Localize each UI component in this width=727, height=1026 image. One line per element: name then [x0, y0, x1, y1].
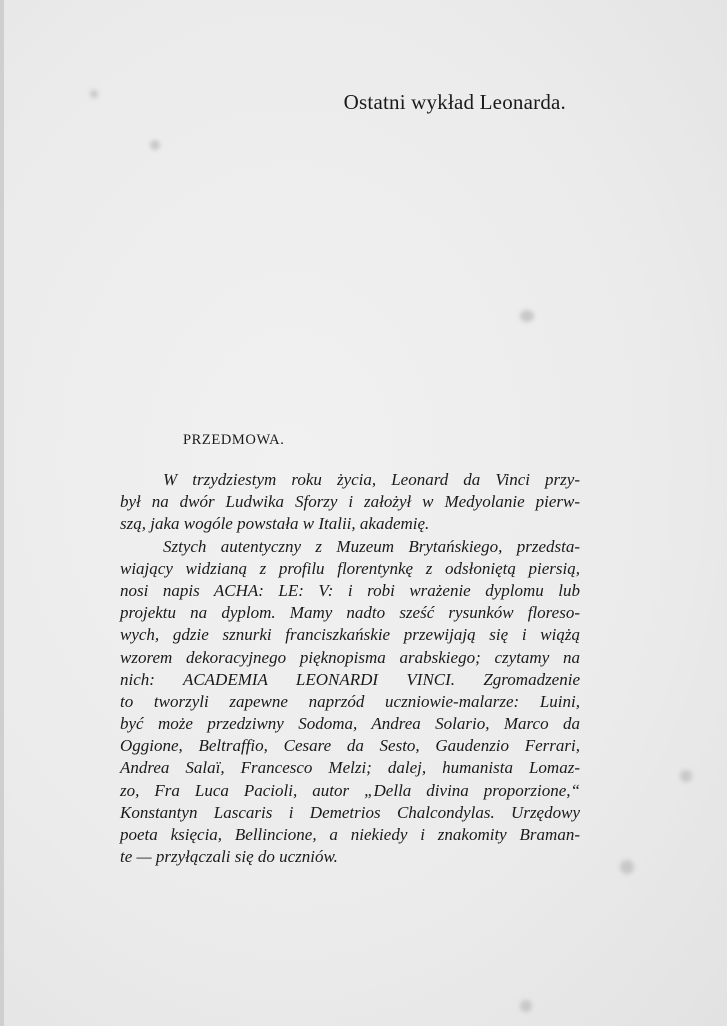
text-line-content: W trzydziestym roku życia, Leonard da Vinci przy-: [163, 470, 580, 489]
paper-speck: [620, 860, 634, 874]
text-line: [120, 624, 580, 646]
text-line: [120, 691, 580, 713]
paper-speck: [90, 90, 98, 98]
text-line-content: to tworzyli zapewne naprzód uczniowie-malarze: Luini,: [120, 691, 580, 711]
paper-speck: [520, 1000, 532, 1012]
text-line-content: nich: ACADEMIA LEONARDI VINCI. Zgromadzenie: [120, 669, 580, 689]
text-line: [120, 469, 580, 491]
paper-speck: [680, 770, 692, 782]
text-line: [120, 713, 580, 735]
text-line-content: zo, Fra Luca Pacioli, autor „Della divina proporzione,“: [120, 780, 580, 800]
text-line: [120, 802, 580, 824]
text-line-content: wiający widzianą z profilu florentynkę z odsłoniętą piersią,: [120, 558, 580, 578]
text-line: [120, 780, 580, 802]
text-line: [120, 602, 580, 624]
text-line: [120, 669, 580, 691]
text-line: [120, 536, 580, 558]
text-line-content: Oggione, Beltraffio, Cesare da Sesto, Gaudenzio Ferrari,: [120, 736, 580, 756]
paper-speck: [150, 140, 160, 150]
text-line: [120, 757, 580, 779]
paper-speck: [520, 310, 534, 322]
text-line-content: Konstantyn Lascaris i Demetrios Chalcondylas. Urzędowy: [120, 802, 580, 822]
text-line: [120, 735, 580, 757]
text-line: [120, 824, 580, 846]
text-line-content: poeta księcia, Bellincione, a niekiedy i znakomity Braman-: [120, 825, 580, 844]
text-line-content: być może przedziwny Sodoma, Andrea Solario, Marco da: [120, 714, 580, 734]
text-line-content: wzorem dekoracyjnego pięknopisma arabskiego; czytamy na: [120, 647, 580, 667]
text-line: [120, 846, 580, 868]
text-line: [120, 647, 580, 669]
page-title: Ostatni wykład Leonarda.: [343, 90, 566, 114]
text-line-content: był na dwór Ludwika Sforzy i założył w Medyolanie pierw-: [120, 492, 580, 512]
section-heading: PRZEDMOWA.: [183, 432, 285, 448]
text-line: [120, 491, 580, 513]
text-line-content: projektu na dyplom. Mamy nadto sześć rysunków floreso-: [120, 603, 580, 623]
text-line: [120, 580, 580, 602]
text-line: [120, 513, 580, 535]
text-line-content: wych, gdzie sznurki franciszkańskie przewijają się i wiążą: [120, 625, 580, 645]
text-line-content: te — przyłączali się do uczniów.: [120, 847, 338, 867]
text-line-content: szą, jaka wogóle powstała w Italii, akademię.: [120, 514, 430, 534]
page-edge-shadow: [0, 0, 4, 1026]
text-line-content: Andrea Salaï, Francesco Melzi; dalej, humanista Lomaz-: [120, 758, 580, 778]
preface-text: [120, 469, 580, 868]
text-line-content: Sztych autentyczny z Muzeum Brytańskiego, przedsta-: [163, 536, 580, 556]
text-line: [120, 558, 580, 580]
text-line-content: nosi napis ACHA: LE: V: i robi wrażenie dyplomu lub: [120, 580, 580, 600]
